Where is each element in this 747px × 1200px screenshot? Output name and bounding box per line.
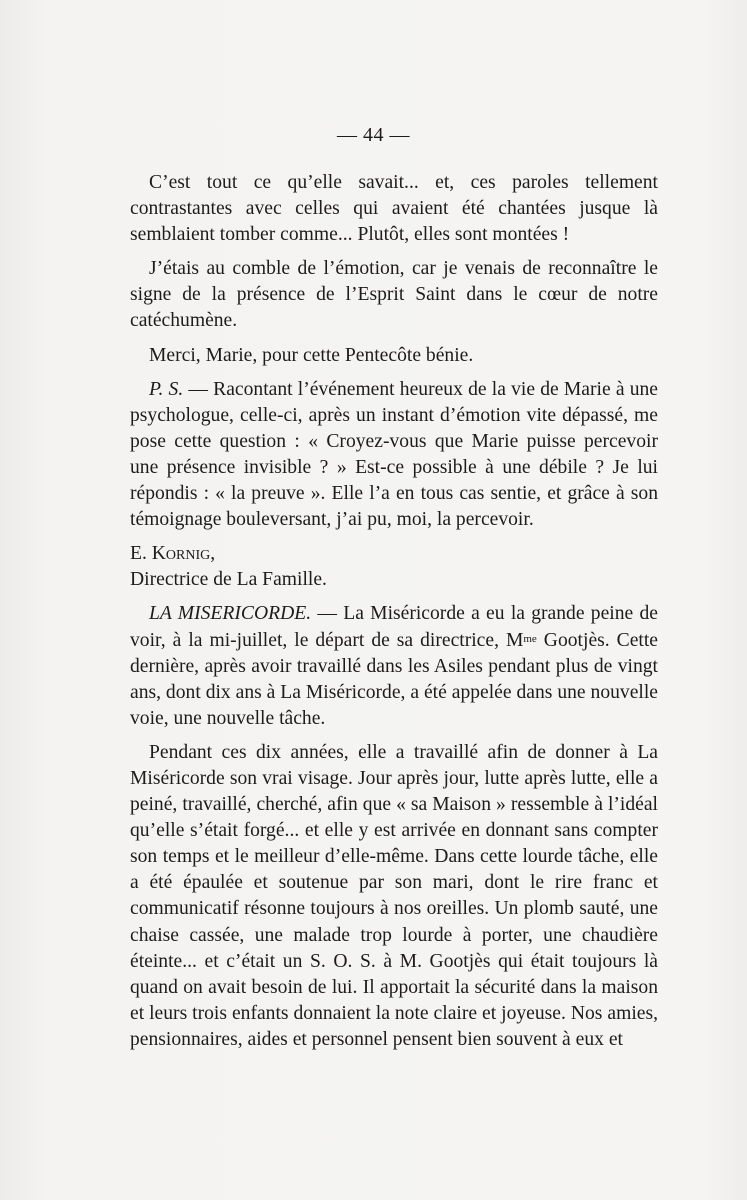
signature-name (130, 541, 658, 567)
paragraph-3: Merci, Marie, pour cette Pentecôte bénie. (149, 344, 474, 366)
section-heading-misericorde: LA MISERICORDE. (149, 603, 312, 625)
paragraph-1: C’est tout ce qu’elle savait... et, ces paroles tellement contrastantes avec celles qui avaient été chantées jusque là semblaient tomber comme... Plutôt, elles sont montées ! (130, 172, 658, 246)
signature-title: Directrice de La Famille. (130, 569, 327, 591)
paragraph-2: J’étais au comble de l’émotion, car je venais de reconnaître le signe de la présence de l’Esprit Saint dans le cœur de notre catéchumène. (130, 258, 658, 332)
paragraph-6: Pendant ces dix années, elle a travaillé afin de donner à La Miséricorde son vrai visage. Jour après jour, lutte après lutte, elle a peiné, travaillé, cherché, afin que « sa Maison » ressemble à l’idéal qu’elle s’était forgé... et elle y est arrivée en donnant sans compter son temps et le meilleur d’elle-même. Dans cette lourde tâche, elle a été épaulée et soutenue par son mari, dont le rire franc et communicatif résonne toujours à nos oreilles. Un plomb sauté, une chaise cassée, une malade trop lourde à porter, une chaudière éteinte... et c’était un S. O. S. à M. Gootjès qui était toujours là quand on avait besoin de lui. Il apportait la sécurité dans la maison et leurs trois enfants donnaient la note claire et joyeuse. Nos amies, pensionnaires, aides et personnel pensent bien souvent à eux et (130, 741, 658, 1050)
misericorde-text-b: Gootjès. Cette dernière, après avoir travaillé dans les Asiles pendant plus de vingt ans, dont dix ans à La Miséricorde, a été appelée dans une nouvelle voie, une nouvelle tâche. (130, 629, 658, 729)
ps-label: P. S. (149, 378, 184, 400)
misericorde-superscript: me (523, 632, 537, 645)
signature-initial: E. (130, 543, 152, 565)
misericorde-text-a: — La Miséricorde a eu la grande peine de voir, à la mi-juillet, le départ de sa directrice, M (130, 603, 658, 651)
page-number: — 44 — (337, 124, 410, 146)
paragraph-ps (130, 377, 658, 534)
paragraph-misericorde (130, 601, 658, 731)
body-text (130, 170, 658, 1061)
ps-text: — Racontant l’événement heureux de la vie de Marie à une psychologue, celle-ci, après un instant d’émotion vite dépassé, me pose cette question : « Croyez-vous que Marie puisse percevoir une présence invisible ? » Est-ce possible à une débile ? Je lui répondis : « la preuve ». Elle l’a en tous cas sentie, et grâce à son témoignage bouleversant, j’ai pu, moi, la percevoir. (130, 378, 658, 531)
signature-surname: Kornig, (151, 543, 216, 565)
